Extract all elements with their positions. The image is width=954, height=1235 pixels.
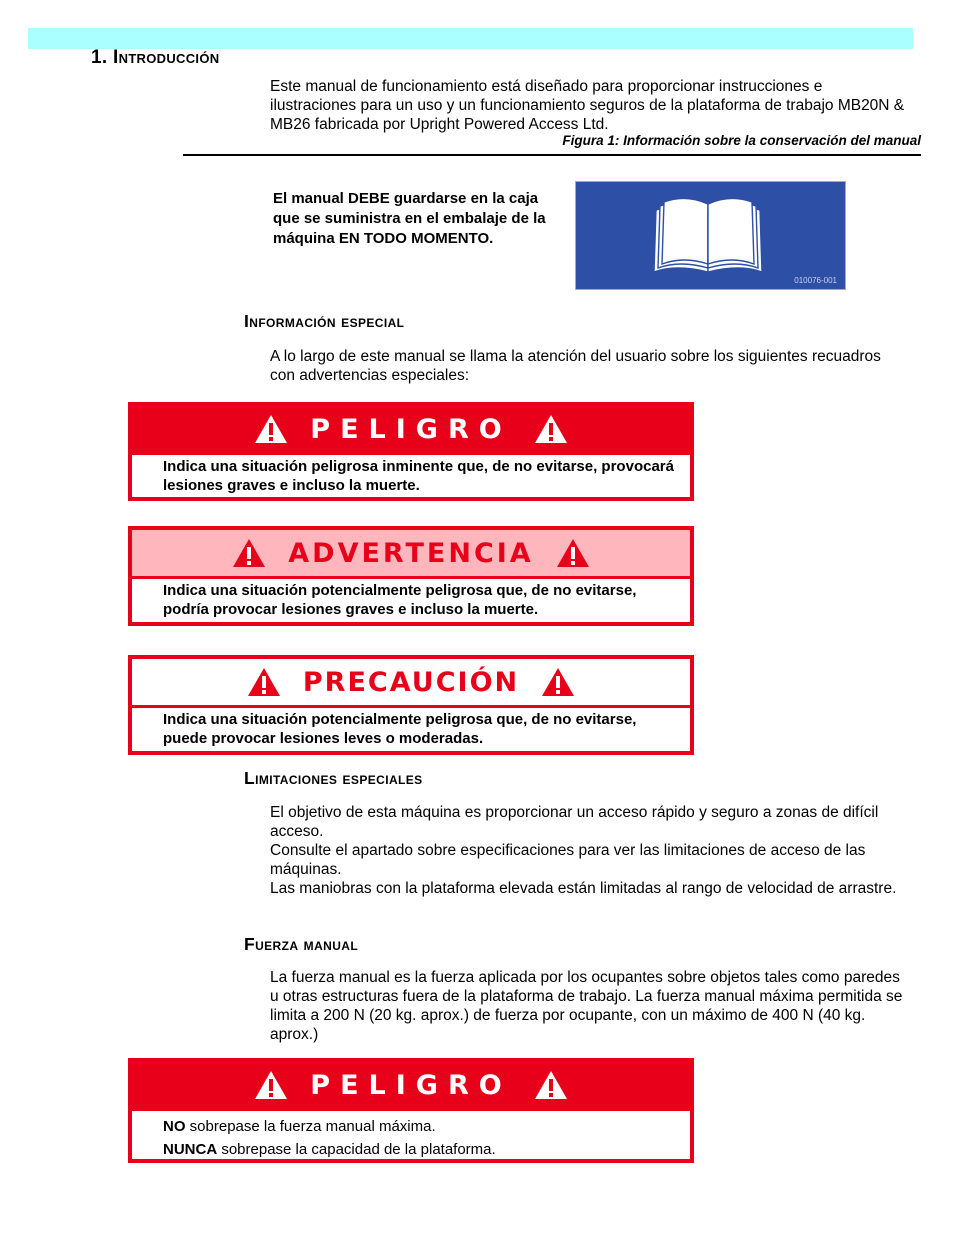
section-title: 1. Introducción bbox=[91, 47, 220, 68]
intro-paragraph: Este manual de funcionamiento está diseñado para proporcionar instrucciones e ilustraciones para un uso y un funcionamiento seguros de la plataforma de trabajo MB20N & MB26 fabricada por Upright Powered Access Ltd. bbox=[270, 78, 905, 133]
danger-header bbox=[132, 1062, 690, 1111]
danger-label: PELIGRO bbox=[310, 413, 512, 445]
warning-triangle-icon bbox=[254, 1070, 288, 1100]
special-limits-text bbox=[270, 803, 910, 898]
warning-triangle-icon bbox=[534, 1070, 568, 1100]
special-info-title: Información especial bbox=[244, 311, 405, 331]
caution-text: Indica una situación potencialmente peligrosa que, de no evitarse, puede provocar lesiones leves o moderadas. bbox=[163, 711, 637, 747]
danger-line-2: NUNCA sobrepase la capacidad de la plataforma. bbox=[163, 1141, 496, 1158]
warning-triangle-icon bbox=[541, 667, 575, 697]
danger-line-1: NO sobrepase la fuerza manual máxima. bbox=[163, 1118, 436, 1135]
special-limits-title: Limitaciones especiales bbox=[244, 768, 423, 788]
danger-text: Indica una situación peligrosa inminente que, de no evitarse, provocará lesiones graves e incluso la muerte. bbox=[163, 458, 674, 494]
special-info-text: A lo largo de este manual se llama la atención del usuario sobre los siguientes recuadros con advertencias especiales: bbox=[270, 348, 881, 384]
warning-triangle-icon bbox=[247, 667, 281, 697]
manual-storage-decal bbox=[575, 181, 846, 290]
danger-box-force bbox=[128, 1058, 694, 1163]
decal-code: 010076-001 bbox=[794, 276, 837, 285]
caution-box bbox=[128, 655, 694, 755]
open-book-icon bbox=[576, 182, 846, 290]
warning-box bbox=[128, 526, 694, 626]
caution-header bbox=[132, 659, 690, 708]
warning-label: ADVERTENCIA bbox=[288, 537, 534, 569]
manual-force-text: La fuerza manual es la fuerza aplicada por los ocupantes sobre objetos tales como paredes u otras estructuras fuera de la plataforma de trabajo. La fuerza manual máxima permitida se limita a 200 N (20 kg. aprox.) de fuerza por ocupante, con un máximo de 400 N (40 kg. aprox.) bbox=[270, 969, 903, 1043]
warning-text: Indica una situación potencialmente peligrosa que, de no evitarse, podría provocar lesiones graves e incluso la muerte. bbox=[163, 582, 637, 618]
limits-paragraph-1: El objetivo de esta máquina es proporcionar un acceso rápido y seguro a zonas de difícil acceso. bbox=[270, 804, 879, 840]
caution-label: PRECAUCIÓN bbox=[302, 666, 520, 698]
warning-triangle-icon bbox=[254, 414, 288, 444]
danger-label: PELIGRO bbox=[310, 1069, 512, 1101]
header-bar bbox=[28, 28, 913, 49]
warning-header bbox=[132, 530, 690, 579]
figure-caption: Figura 1: Información sobre la conservación del manual bbox=[562, 133, 921, 148]
limits-paragraph-2: Consulte el apartado sobre especificaciones para ver las limitaciones de acceso de las máquinas. bbox=[270, 842, 866, 878]
warning-triangle-icon bbox=[556, 538, 590, 568]
caption-rule bbox=[183, 154, 921, 156]
manual-force-title: Fuerza manual bbox=[244, 934, 359, 954]
danger-force-text bbox=[132, 1111, 690, 1161]
limits-paragraph-3: Las maniobras con la plataforma elevada están limitadas al rango de velocidad de arrastre. bbox=[270, 880, 897, 897]
manual-storage-note: El manual DEBE guardarse en la caja que se suministra en el embalaje de la máquina EN TODO MOMENTO. bbox=[273, 190, 546, 247]
warning-triangle-icon bbox=[534, 414, 568, 444]
danger-box bbox=[128, 402, 694, 501]
danger-header bbox=[132, 406, 690, 455]
warning-triangle-icon bbox=[232, 538, 266, 568]
